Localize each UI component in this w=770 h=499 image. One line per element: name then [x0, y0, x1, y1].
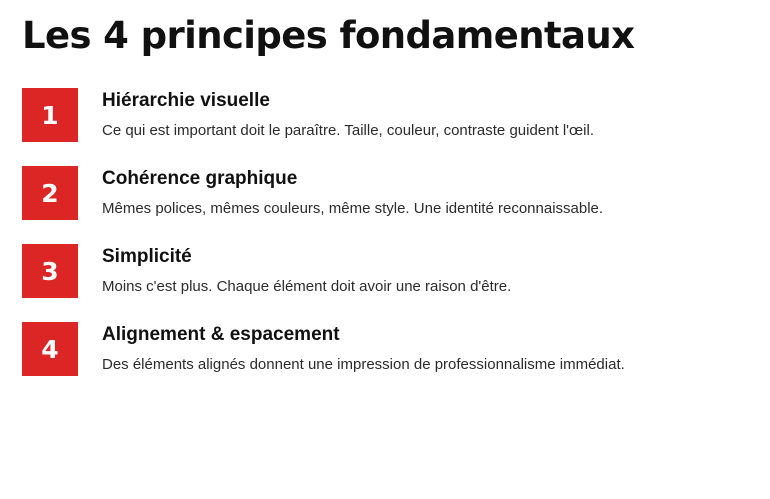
- list-item: [0, 322, 770, 376]
- principle-body: [102, 322, 625, 375]
- principle-title: Alignement & espacement: [102, 324, 340, 346]
- list-item: [0, 244, 770, 298]
- list-item: [0, 166, 770, 220]
- page-title: Les 4 principes fondamentaux: [22, 14, 635, 57]
- principle-title: Simplicité: [102, 246, 192, 268]
- principle-number-badge: 4: [22, 322, 78, 376]
- principle-description: Moins c'est plus. Chaque élément doit avoir une raison d'être.: [102, 278, 512, 296]
- principle-body: [102, 244, 511, 297]
- list-item: [0, 88, 770, 142]
- principle-number-badge: 2: [22, 166, 78, 220]
- principle-description: Ce qui est important doit le paraître. Taille, couleur, contraste guident l'œil.: [102, 122, 595, 140]
- principle-number-badge: 3: [22, 244, 78, 298]
- principle-body: [102, 88, 594, 141]
- principle-description: Des éléments alignés donnent une impression de professionnalisme immédiat.: [102, 356, 625, 374]
- principle-number-badge: 1: [22, 88, 78, 142]
- principle-description: Mêmes polices, mêmes couleurs, même style. Une identité reconnaissable.: [102, 200, 604, 218]
- principles-list: [0, 88, 770, 376]
- principle-title: Cohérence graphique: [102, 168, 298, 190]
- principle-title: Hiérarchie visuelle: [102, 90, 270, 112]
- principle-body: [102, 166, 603, 219]
